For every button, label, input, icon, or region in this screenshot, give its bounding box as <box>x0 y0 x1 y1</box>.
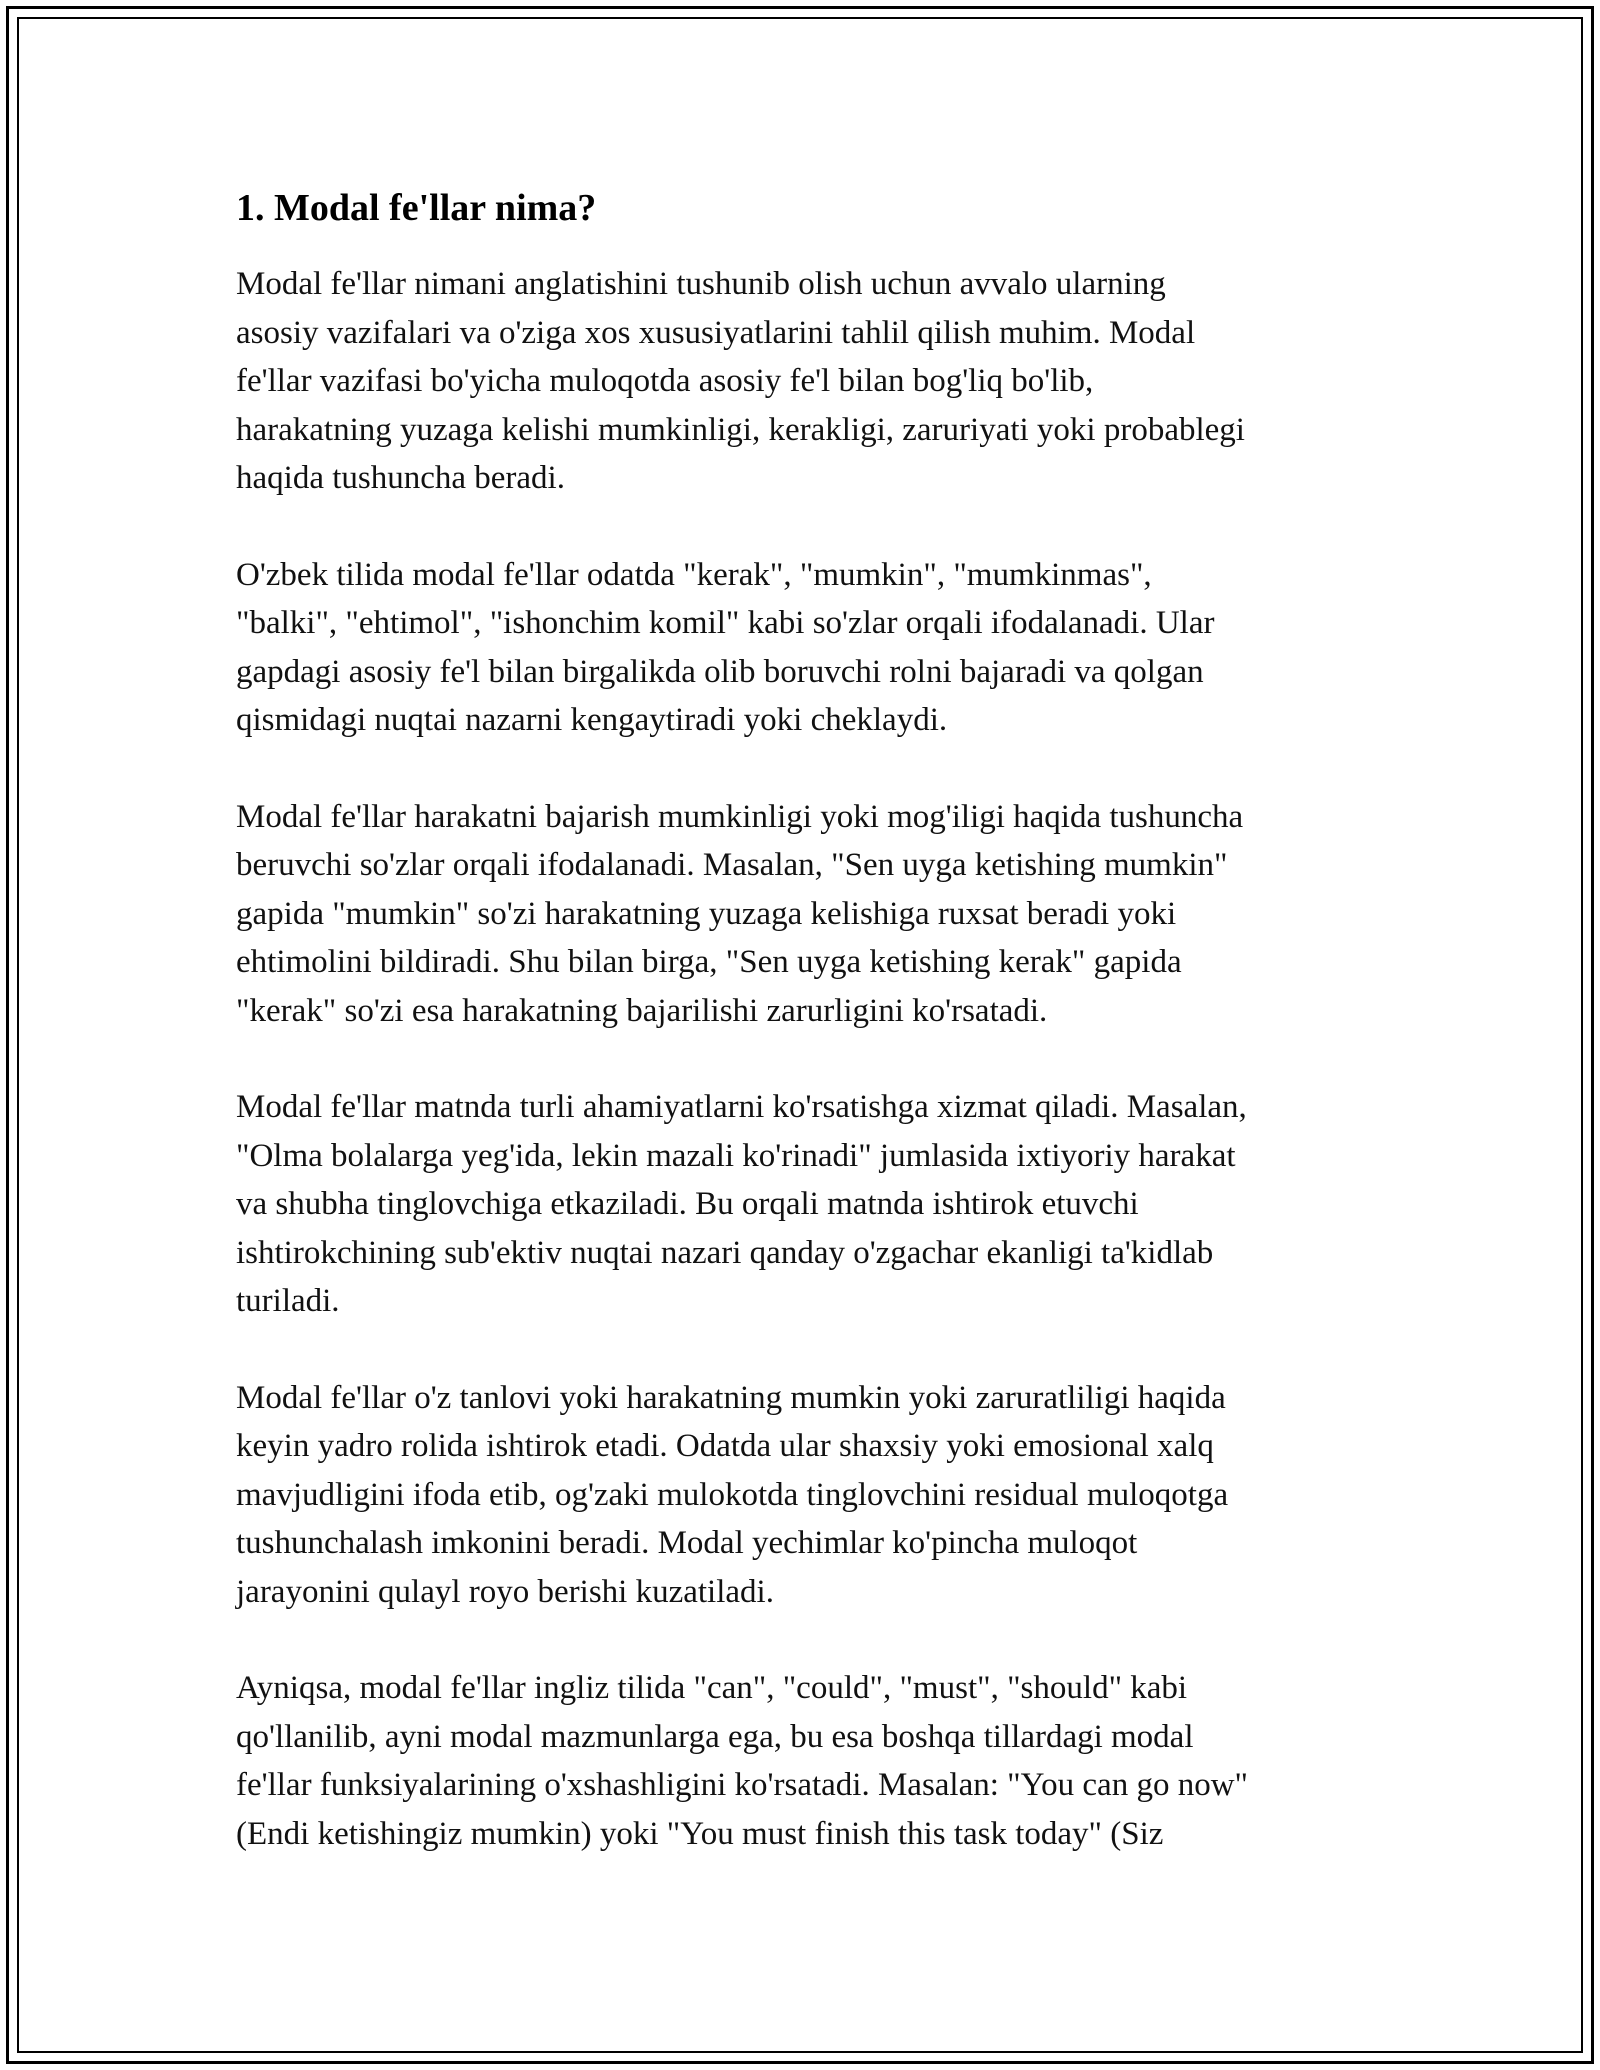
paragraph-3 <box>236 793 1366 1036</box>
text-line: asosiy vazifalari va o'ziga xos xususiyatlarini tahlil qilish muhim. Modal <box>236 314 1196 351</box>
text-line: harakatning yuzaga kelishi mumkinligi, kerakligi, zaruriyati yoki probablegi <box>236 411 1245 448</box>
paragraph-2 <box>236 551 1366 745</box>
paragraph-4 <box>236 1083 1366 1326</box>
text-line: turiladi. <box>236 1283 340 1319</box>
text-line: gapdagi asosiy fe'l bilan birgalikda olib boruvchi rolni bajaradi va qolgan <box>236 653 1204 690</box>
text-line: Ayniqsa, modal fe'llar ingliz tilida "can", "could", "must", "should" kabi <box>236 1670 1188 1706</box>
text-line: tushunchalash imkonini beradi. Modal yechimlar ko'pincha muloqot <box>236 1525 1138 1561</box>
text-line: O'zbek tilida modal fe'llar odatda "kerak", "mumkin", "mumkinmas", <box>236 556 1152 593</box>
paragraph-1 <box>236 260 1366 503</box>
text-line: ishtirokchining sub'ektiv nuqtai nazari qanday o'zgachar ekanligi ta'kidlab <box>236 1234 1214 1271</box>
paragraph-6 <box>236 1664 1366 1858</box>
text-line: ehtimolini bildiradi. Shu bilan birga, "Sen uyga ketishing kerak" gapida <box>236 944 1182 980</box>
text-line: "kerak" so'zi esa harakatning bajarilishi zarurligini ko'rsatadi. <box>236 992 1048 1029</box>
section-heading: 1. Modal fe'llar nima? <box>236 187 597 229</box>
text-line: qismidagi nuqtai nazarni kengaytiradi yoki cheklaydi. <box>236 702 948 738</box>
text-line: gapida "mumkin" so'zi harakatning yuzaga kelishiga ruxsat beradi yoki <box>236 895 1177 932</box>
text-line: fe'llar vazifasi bo'yicha muloqotda asosiy fe'l bilan bog'liq bo'lib, <box>236 363 1094 399</box>
text-line: "Olma bolalarga yeg'ida, lekin mazali ko'rinadi" jumlasida ixtiyoriy harakat <box>236 1137 1236 1174</box>
text-line: Modal fe'llar nimani anglatishini tushunib olish uchun avvalo ularning <box>236 266 1166 302</box>
text-line: Modal fe'llar o'z tanlovi yoki harakatning mumkin yoki zaruratliligi haqida <box>236 1379 1226 1416</box>
text-line: Modal fe'llar harakatni bajarish mumkinligi yoki mog'iligi haqida tushuncha <box>236 798 1244 835</box>
text-line: Modal fe'llar matnda turli ahamiyatlarni ko'rsatishga xizmat qiladi. Masalan, <box>236 1089 1247 1125</box>
document-body <box>236 184 1366 1906</box>
text-line: jarayonini qulayl royo berishi kuzatiladi. <box>236 1573 774 1610</box>
text-line: haqida tushuncha beradi. <box>236 460 565 496</box>
paragraph-5 <box>236 1374 1366 1617</box>
text-line: mavjudligini ifoda etib, og'zaki mulokotda tinglovchini residual muloqotga <box>236 1476 1229 1513</box>
text-line: va shubha tinglovchiga etkaziladi. Bu orqali matnda ishtirok etuvchi <box>236 1186 1139 1222</box>
text-line: keyin yadro rolida ishtirok etadi. Odatda ular shaxsiy yoki emosional xalq <box>236 1428 1214 1464</box>
text-line: (Endi ketishingiz mumkin) yoki "You must finish this task today" (Siz <box>236 1815 1164 1852</box>
text-line: "balki", "ehtimol", "ishonchim komil" kabi so'zlar orqali ifodalanadi. Ular <box>236 605 1215 641</box>
text-line: fe'llar funksiyalarining o'xshashligini ko'rsatadi. Masalan: "You can go now" <box>236 1767 1249 1803</box>
text-line: beruvchi so'zlar orqali ifodalanadi. Masalan, "Sen uyga ketishing mumkin" <box>236 847 1228 883</box>
text-line: qo'llanilib, ayni modal mazmunlarga ega, bu esa boshqa tillardagi modal <box>236 1718 1194 1755</box>
